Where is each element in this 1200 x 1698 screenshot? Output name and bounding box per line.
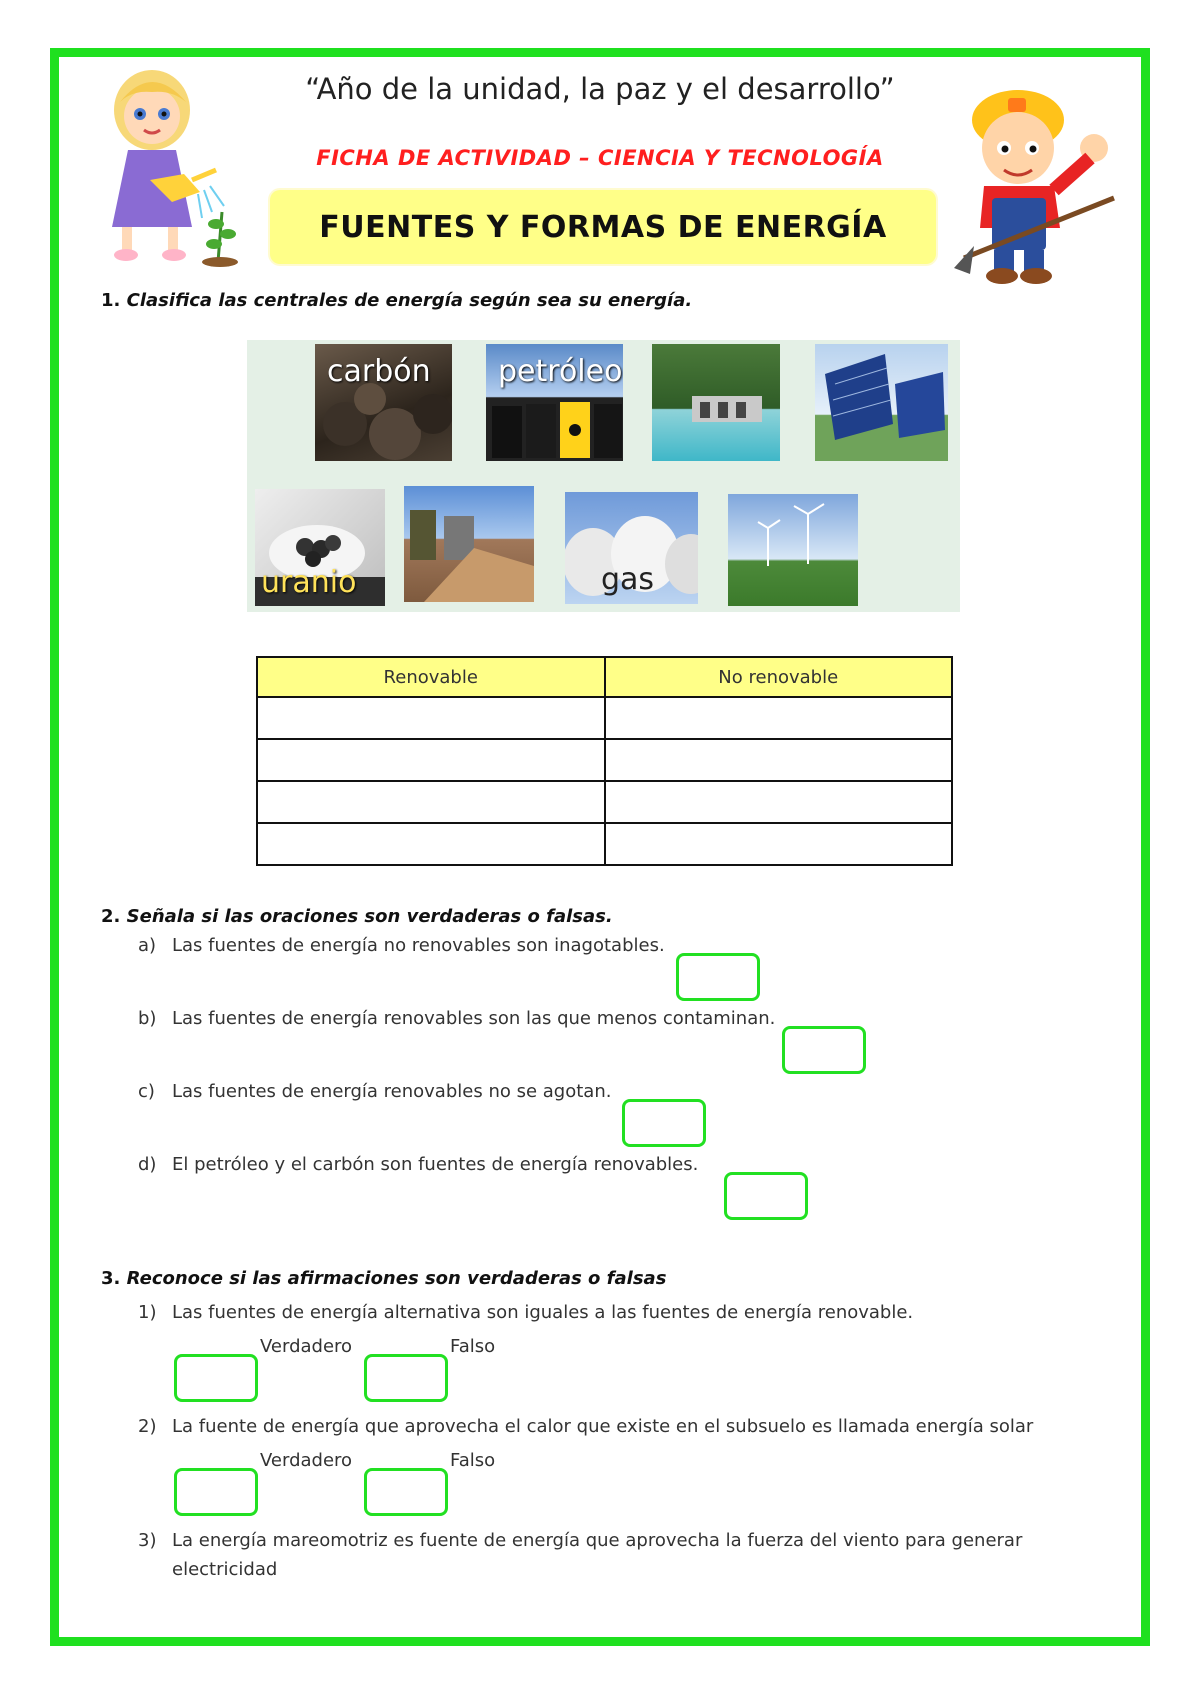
renewable-cell[interactable] (257, 823, 605, 865)
question-1-heading: 1. Clasifica las centrales de energía según sea su energía. (101, 290, 693, 311)
solar-panels-photo (815, 344, 948, 461)
table-row (257, 823, 952, 865)
question-3-heading: 3. Reconoce si las afirmaciones son verdaderas o falsas (101, 1268, 667, 1289)
classification-table (256, 656, 953, 866)
statement-b: b) Las fuentes de energía renovables son las que menos contaminan. (138, 1008, 776, 1029)
true-label: Verdadero (260, 1450, 353, 1471)
hydro-dam-photo (652, 344, 780, 461)
coal-photo-label: carbón (327, 354, 431, 389)
true-label: Verdadero (260, 1336, 353, 1357)
answer-box-c[interactable] (622, 1099, 706, 1147)
non-renewable-cell[interactable] (605, 823, 953, 865)
true-checkbox-2[interactable] (174, 1468, 258, 1516)
wind-turbines-photo (728, 494, 858, 606)
activity-sheet-label: FICHA DE ACTIVIDAD – CIENCIA Y TECNOLOGÍA (316, 146, 884, 170)
table-header-row (257, 657, 952, 697)
answer-box-b[interactable] (782, 1026, 866, 1074)
energy-sources-photo-panel (247, 340, 960, 612)
non-renewable-cell[interactable] (605, 781, 953, 823)
statement-a: a) Las fuentes de energía no renovables son inagotables. (138, 935, 665, 956)
table-row (257, 739, 952, 781)
affirmation-3-continuation: electricidad (172, 1559, 278, 1580)
statement-c: c) Las fuentes de energía renovables no se agotan. (138, 1081, 612, 1102)
false-checkbox-2[interactable] (364, 1468, 448, 1516)
oil-photo-label: petróleo (498, 354, 623, 389)
non-renewable-cell[interactable] (605, 697, 953, 739)
false-checkbox-1[interactable] (364, 1354, 448, 1402)
table-row (257, 781, 952, 823)
biomass-photo (404, 486, 534, 602)
renewable-cell[interactable] (257, 739, 605, 781)
uranium-photo (255, 489, 385, 606)
statement-d: d) El petróleo y el carbón son fuentes de energía renovables. (138, 1154, 699, 1175)
non-renewable-cell[interactable] (605, 739, 953, 781)
affirmation-1: 1) Las fuentes de energía alternativa son iguales a las fuentes de energía renovable. (138, 1302, 914, 1323)
affirmation-2: 2) La fuente de energía que aprovecha el calor que existe en el subsuelo es llamada energía solar (138, 1416, 1034, 1437)
answer-box-a[interactable] (676, 953, 760, 1001)
false-label: Falso (450, 1450, 496, 1471)
false-label: Falso (450, 1336, 496, 1357)
gas-photo-label: gas (601, 562, 655, 597)
question-2-heading: 2. Señala si las oraciones son verdaderas o falsas. (101, 906, 613, 927)
renewable-cell[interactable] (257, 781, 605, 823)
boy-miner-illustration (944, 78, 1124, 286)
table-row (257, 697, 952, 739)
column-header-non-renewable: No renovable (605, 657, 953, 697)
page-title: FUENTES Y FORMAS DE ENERGÍA (319, 209, 887, 245)
oil-barrels-photo (486, 344, 623, 461)
uranium-photo-label: uranio (261, 565, 357, 600)
column-header-renewable: Renovable (257, 657, 605, 697)
affirmation-3: 3) La energía mareomotriz es fuente de energía que aprovecha la fuerza del viento para generar (138, 1530, 1023, 1551)
true-checkbox-1[interactable] (174, 1354, 258, 1402)
renewable-cell[interactable] (257, 697, 605, 739)
title-banner (270, 190, 936, 264)
gas-tanks-photo (565, 492, 698, 604)
coal-photo (315, 344, 452, 461)
year-motto: “Año de la unidad, la paz y el desarrollo” (305, 72, 895, 106)
answer-box-d[interactable] (724, 1172, 808, 1220)
